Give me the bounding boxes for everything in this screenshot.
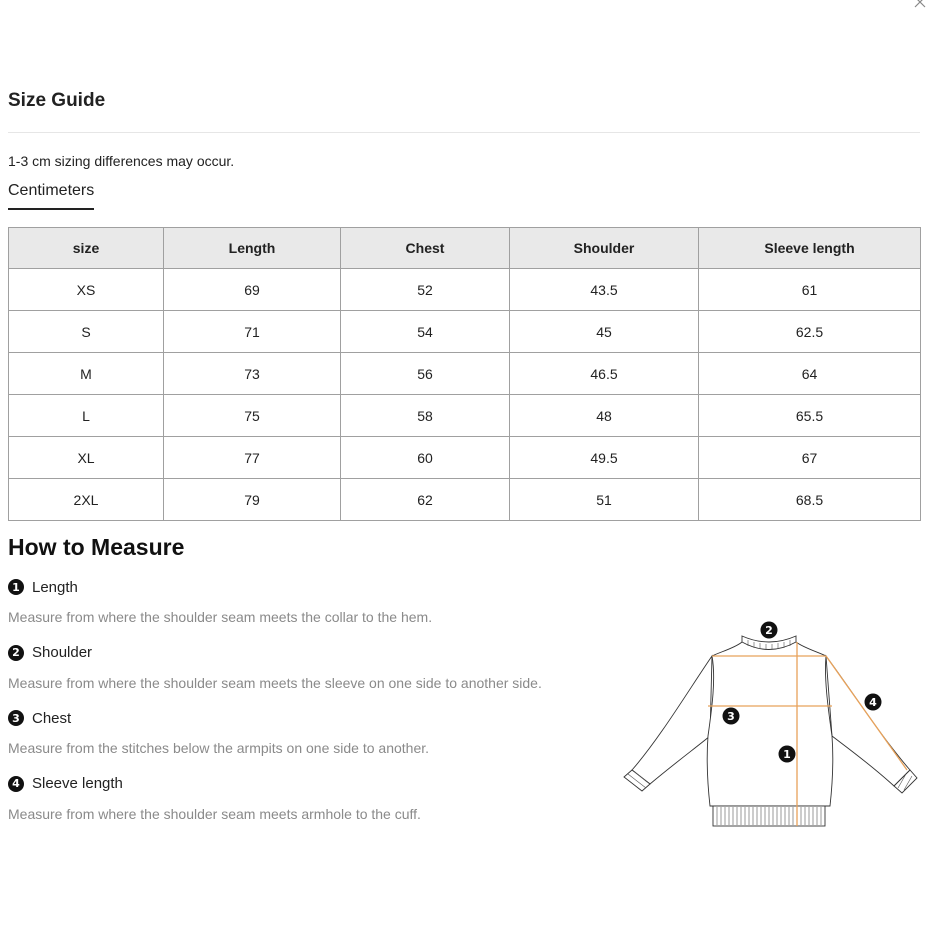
sweater-icon (620, 618, 920, 832)
cell-shoulder: 46.5 (510, 353, 699, 395)
table-row (9, 311, 921, 353)
sizing-note: 1-3 cm sizing differences may occur. (8, 153, 235, 169)
cell-size: XS (9, 269, 164, 311)
size-table (8, 227, 921, 521)
marker-2: 2 (765, 624, 773, 637)
cell-size: L (9, 395, 164, 437)
measure-label: Shoulder (32, 644, 93, 661)
measure-label: Chest (32, 709, 72, 727)
measure-description: Measure from the stitches below the armpits on one side to another. (8, 740, 430, 756)
cell-size: M (9, 353, 164, 395)
cell-chest: 54 (341, 311, 510, 353)
cell-shoulder: 51 (510, 479, 699, 521)
measure-list (8, 576, 608, 838)
cell-shoulder: 48 (510, 395, 699, 437)
table-header-row (9, 228, 921, 269)
cell-sleeve-length: 61 (699, 269, 921, 311)
header-length: Length (164, 228, 341, 269)
measure-label: Length (32, 578, 78, 596)
table-row (9, 269, 921, 311)
number-badge: 4 (8, 776, 24, 792)
cell-length: 71 (164, 311, 341, 353)
cell-chest: 58 (341, 395, 510, 437)
dialog-title: Size Guide (8, 90, 106, 111)
measure-item-sleeve-length (8, 773, 608, 839)
close-button[interactable] (912, 0, 928, 10)
header-size: size (9, 228, 164, 269)
number-badge: 1 (8, 579, 24, 595)
table-row (9, 479, 921, 521)
measure-description: Measure from where the shoulder seam meets the collar to the hem. (8, 609, 433, 625)
marker-3: 3 (727, 710, 735, 723)
header-shoulder: Shoulder (510, 228, 699, 269)
cell-length: 69 (164, 269, 341, 311)
cell-size: 2XL (9, 479, 164, 521)
header-chest: Chest (341, 228, 510, 269)
close-icon (912, 0, 928, 10)
measure-item-shoulder (8, 642, 608, 708)
cell-sleeve-length: 64 (699, 353, 921, 395)
number-badge: 3 (8, 710, 24, 726)
cell-length: 77 (164, 437, 341, 479)
marker-1: 1 (783, 748, 791, 761)
cell-length: 79 (164, 479, 341, 521)
number-badge: 2 (8, 645, 24, 661)
cell-shoulder: 49.5 (510, 437, 699, 479)
cell-size: S (9, 311, 164, 353)
cell-chest: 52 (341, 269, 510, 311)
cell-size: XL (9, 437, 164, 479)
measure-description: Measure from where the shoulder seam meets the sleeve on one side to another side. (8, 674, 542, 691)
measure-item-length (8, 576, 608, 642)
cell-length: 73 (164, 353, 341, 395)
cell-chest: 62 (341, 479, 510, 521)
cell-sleeve-length: 65.5 (699, 395, 921, 437)
divider (8, 132, 920, 133)
measure-description: Measure from where the shoulder seam meets armhole to the cuff. (8, 805, 421, 822)
cell-chest: 56 (341, 353, 510, 395)
how-to-measure-title: How to Measure (8, 534, 185, 560)
cell-sleeve-length: 68.5 (699, 479, 921, 521)
table-row (9, 437, 921, 479)
cell-sleeve-length: 67 (699, 437, 921, 479)
tab-centimeters[interactable]: Centimeters (8, 182, 94, 210)
sweater-measurement-diagram (620, 618, 920, 832)
measure-label: Sleeve length (32, 775, 123, 792)
cell-shoulder: 45 (510, 311, 699, 353)
table-row (9, 395, 921, 437)
marker-4: 4 (869, 696, 877, 709)
measure-item-chest (8, 707, 608, 773)
cell-length: 75 (164, 395, 341, 437)
cell-shoulder: 43.5 (510, 269, 699, 311)
table-row (9, 353, 921, 395)
header-sleeve-length: Sleeve length (699, 228, 921, 269)
cell-chest: 60 (341, 437, 510, 479)
cell-sleeve-length: 62.5 (699, 311, 921, 353)
